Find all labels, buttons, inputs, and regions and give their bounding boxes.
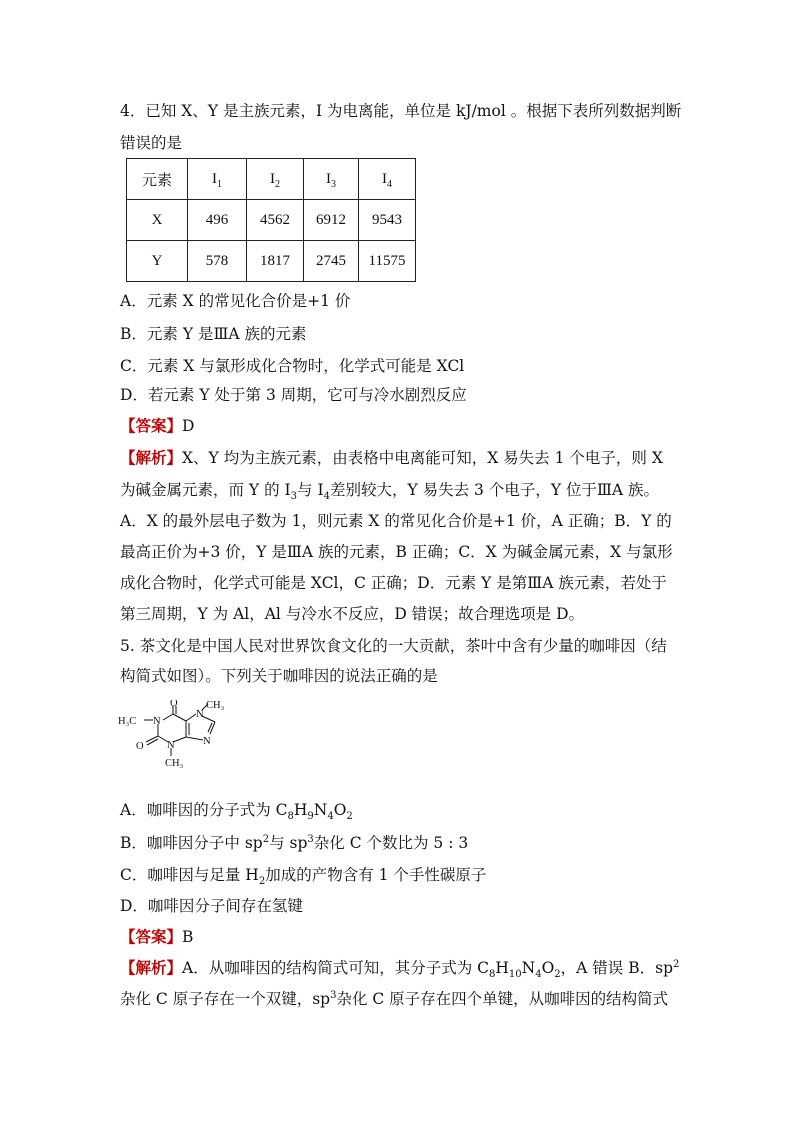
row-y-name: Y [127,241,188,282]
answer-value: D [182,417,195,435]
q4-stem-line-1: 4．已知 X、Y 是主族元素，I 为电离能，单位是 kJ/mol 。根据下表所列数据判断 [120,102,682,120]
q4-answer [120,416,194,436]
q5-option-a: A．咖啡因的分子式为 $C_8H_9N_4O_2$ [120,801,353,823]
q4-analysis-line-5: 成化合物时，化学式可能是 XCl，C 正确；D．元素 Y 是第ⅢA 族元素，若处于 [120,574,667,592]
q4-analysis-line-6: 第三周期，Y 为 Al，Al 与冷水不反应，D 错误；故合理选项是 D。 [120,605,585,623]
q4-option-c: C．元素 X 与氯形成化合物时，化学式可能是 XCl [120,357,465,375]
q4-analysis-line-1: 【解析】X、Y 均为主族元素，由表格中电离能可知，X 易失去 1 个电子，则 X [120,448,663,467]
header-i4: $I_4$ [359,159,416,200]
q4-analysis-line-2: 为碱金属元素，而 Y 的 $I_3$与 $I_4$差别较大，Y 易失去 3 个电子，Y 位于ⅢA 族。 [120,481,660,503]
q5-option-d: D．咖啡因分子间存在氢键 [120,897,303,915]
q5-option-c: C．咖啡因与足量 $H_2$加成的产物含有 1 个手性碳原子 [120,866,487,888]
mol-label-n1: N [153,716,161,727]
q5-analysis-line-2: 杂化 C 原子存在一个双键，$sp^3$杂化 C 原子存在四个单键，从咖啡因的结构简式 [120,989,669,1008]
header-i1: $I_1$ [188,159,247,200]
table-row [127,200,416,241]
table-cell: 4562 [247,200,304,241]
table-cell: 578 [188,241,247,282]
answer-value: B [182,928,194,946]
q5-answer [120,927,193,947]
table-header-row [127,159,416,200]
analysis-tag: 【解析】 [120,448,183,467]
q4-option-d: D．若元素 Y 处于第 3 周期，它可与冷水剧烈反应 [120,386,467,404]
mol-label-ch3-top: CH₃ [206,700,225,711]
caffeine-structure-diagram [118,700,248,790]
ionization-energy-table [126,158,416,282]
q4-stem-line-2: 错误的是 [120,134,183,152]
table-cell: 6912 [304,200,359,241]
answer-tag: 【答案】 [120,416,183,435]
table-cell: 1817 [247,241,304,282]
q4-option-b: B．元素 Y 是ⅢA 族的元素 [120,325,307,343]
q5-stem-line-2: 构简式如图）。下列关于咖啡因的说法正确的是 [120,667,438,685]
table-row [127,241,416,282]
table-cell: 496 [188,200,247,241]
header-element: 元素 [127,159,188,200]
q4-option-a: A．元素 X 的常见化合价是+1 价 [120,292,351,310]
table-cell: 9543 [359,200,416,241]
mol-label-n3: N [167,740,175,751]
answer-tag: 【答案】 [120,927,183,946]
q5-analysis-line-1: 【解析】A．从咖啡因的结构简式可知，其分子式为 $C_8H_{10}N_4O_2$，A 错误 B．$sp^2$ [120,958,680,981]
header-i2: $I_2$ [247,159,304,200]
table-cell: 11575 [359,241,416,282]
q4-analysis-line-4: 最高正价为+3 价，Y 是ⅢA 族的元素，B 正确；C．X 为碱金属元素，X 与氯形 [120,543,673,561]
table-cell: 2745 [304,241,359,282]
header-i3: $I_3$ [304,159,359,200]
mol-label-n9: N [203,736,211,747]
mol-label-o-top: O [170,700,178,709]
mol-label-h3c: H₃C [118,716,137,727]
mol-label-o-left: O [136,741,144,752]
analysis-tag: 【解析】 [120,958,183,977]
q5-stem-line-1: 5. 茶文化是中国人民对世界饮食文化的一大贡献，茶叶中含有少量的咖啡因（结 [120,637,667,655]
mol-label-ch3-bottom: CH₃ [165,758,184,769]
row-x-name: X [127,200,188,241]
q4-analysis-line-3: A．X 的最外层电子数为 1，则元素 X 的常见化合价是+1 价，A 正确；B．Y 的 [120,512,672,530]
q5-option-b: B．咖啡因分子中 $sp^2$与 $sp^3$杂化 C 个数比为 5 : 3 [120,833,469,852]
mol-label-n7: N [196,709,204,720]
